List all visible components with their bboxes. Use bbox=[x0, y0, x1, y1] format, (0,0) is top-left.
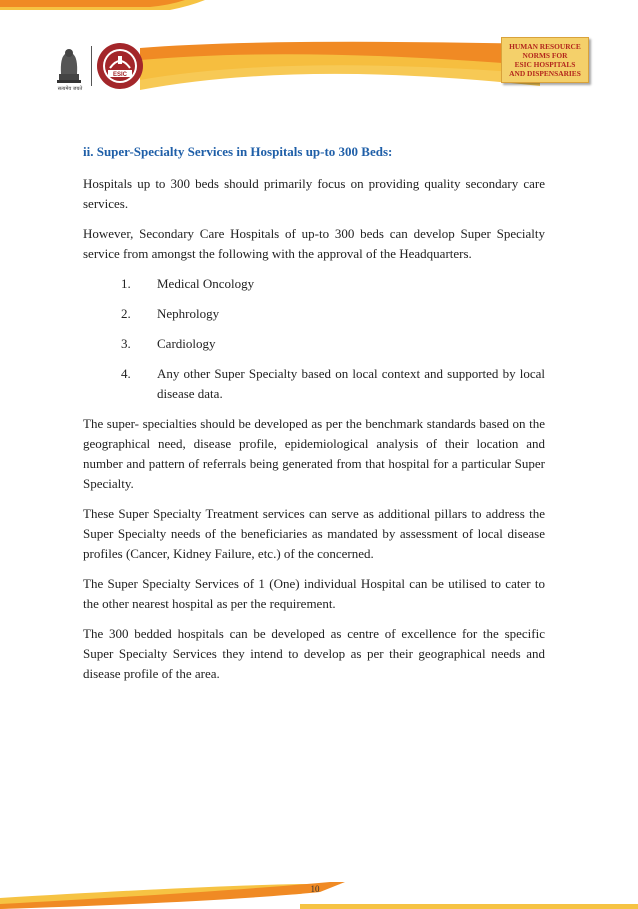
paragraph: The 300 bedded hospitals can be developed as centre of excellence for the specific Super Specialty Services they intend to develop as per their geographical needs and disease profile of the area. bbox=[83, 626, 545, 681]
page-number: 10 bbox=[310, 884, 320, 894]
hr-box-line: NORMS FOR bbox=[522, 51, 568, 60]
hr-box-line: AND DISPENSARIES bbox=[509, 69, 581, 78]
hr-box-line: ESIC HOSPITALS bbox=[514, 60, 576, 69]
list-item-number: 4. bbox=[121, 366, 131, 381]
specialty-list bbox=[83, 274, 545, 404]
logo-divider bbox=[91, 46, 92, 86]
header-swoosh-band bbox=[140, 40, 540, 90]
esic-logo-text: ESIC bbox=[112, 72, 128, 78]
paragraph: Hospitals up to 300 beds should primarily focus on providing quality secondary care services. bbox=[83, 176, 545, 211]
section-heading: ii. Super-Specialty Services in Hospitals up-to 300 Beds: bbox=[83, 144, 393, 159]
list-item bbox=[83, 334, 545, 354]
list-item-text: Medical Oncology bbox=[157, 276, 255, 291]
list-item-number: 2. bbox=[121, 306, 131, 321]
list-item-text: Nephrology bbox=[157, 306, 220, 321]
hr-box-line: HUMAN RESOURCE bbox=[509, 42, 581, 51]
paragraph: These Super Specialty Treatment services can serve as additional pillars to address the Super Specialty needs of the beneficiaries as mandated by assessment of local disease profiles (Cancer, Kidney Failure, etc.) of the concerned. bbox=[83, 506, 545, 561]
list-item bbox=[83, 364, 545, 404]
emblem-caption: सत्यमेव जयते bbox=[57, 86, 83, 92]
list-item bbox=[83, 304, 545, 324]
list-item-number: 1. bbox=[121, 276, 131, 291]
list-item bbox=[83, 274, 545, 294]
national-emblem-icon bbox=[52, 44, 86, 90]
list-item-text: Any other Super Specialty based on local context and supported by local disease data. bbox=[157, 366, 545, 401]
paragraph: The Super Specialty Services of 1 (One) individual Hospital can be utilised to cater to the other nearest hospital as per the requirement. bbox=[83, 576, 545, 611]
hr-norms-badge bbox=[501, 37, 589, 83]
paragraph: The super- specialties should be developed as per the benchmark standards based on the geographical need, disease profile, epidemiological analysis of their location and number and pattern of referrals being generated from that hospital for a particular Super Specialty. bbox=[83, 416, 545, 491]
document-body bbox=[83, 142, 545, 694]
paragraph: However, Secondary Care Hospitals of up-to 300 beds can develop Super Specialty service from amongst the following with the approval of the Headquarters. bbox=[83, 226, 545, 261]
list-item-text: Cardiology bbox=[157, 336, 216, 351]
esic-logo-icon bbox=[96, 42, 144, 90]
top-decorative-swoosh bbox=[0, 0, 638, 20]
list-item-number: 3. bbox=[121, 336, 131, 351]
